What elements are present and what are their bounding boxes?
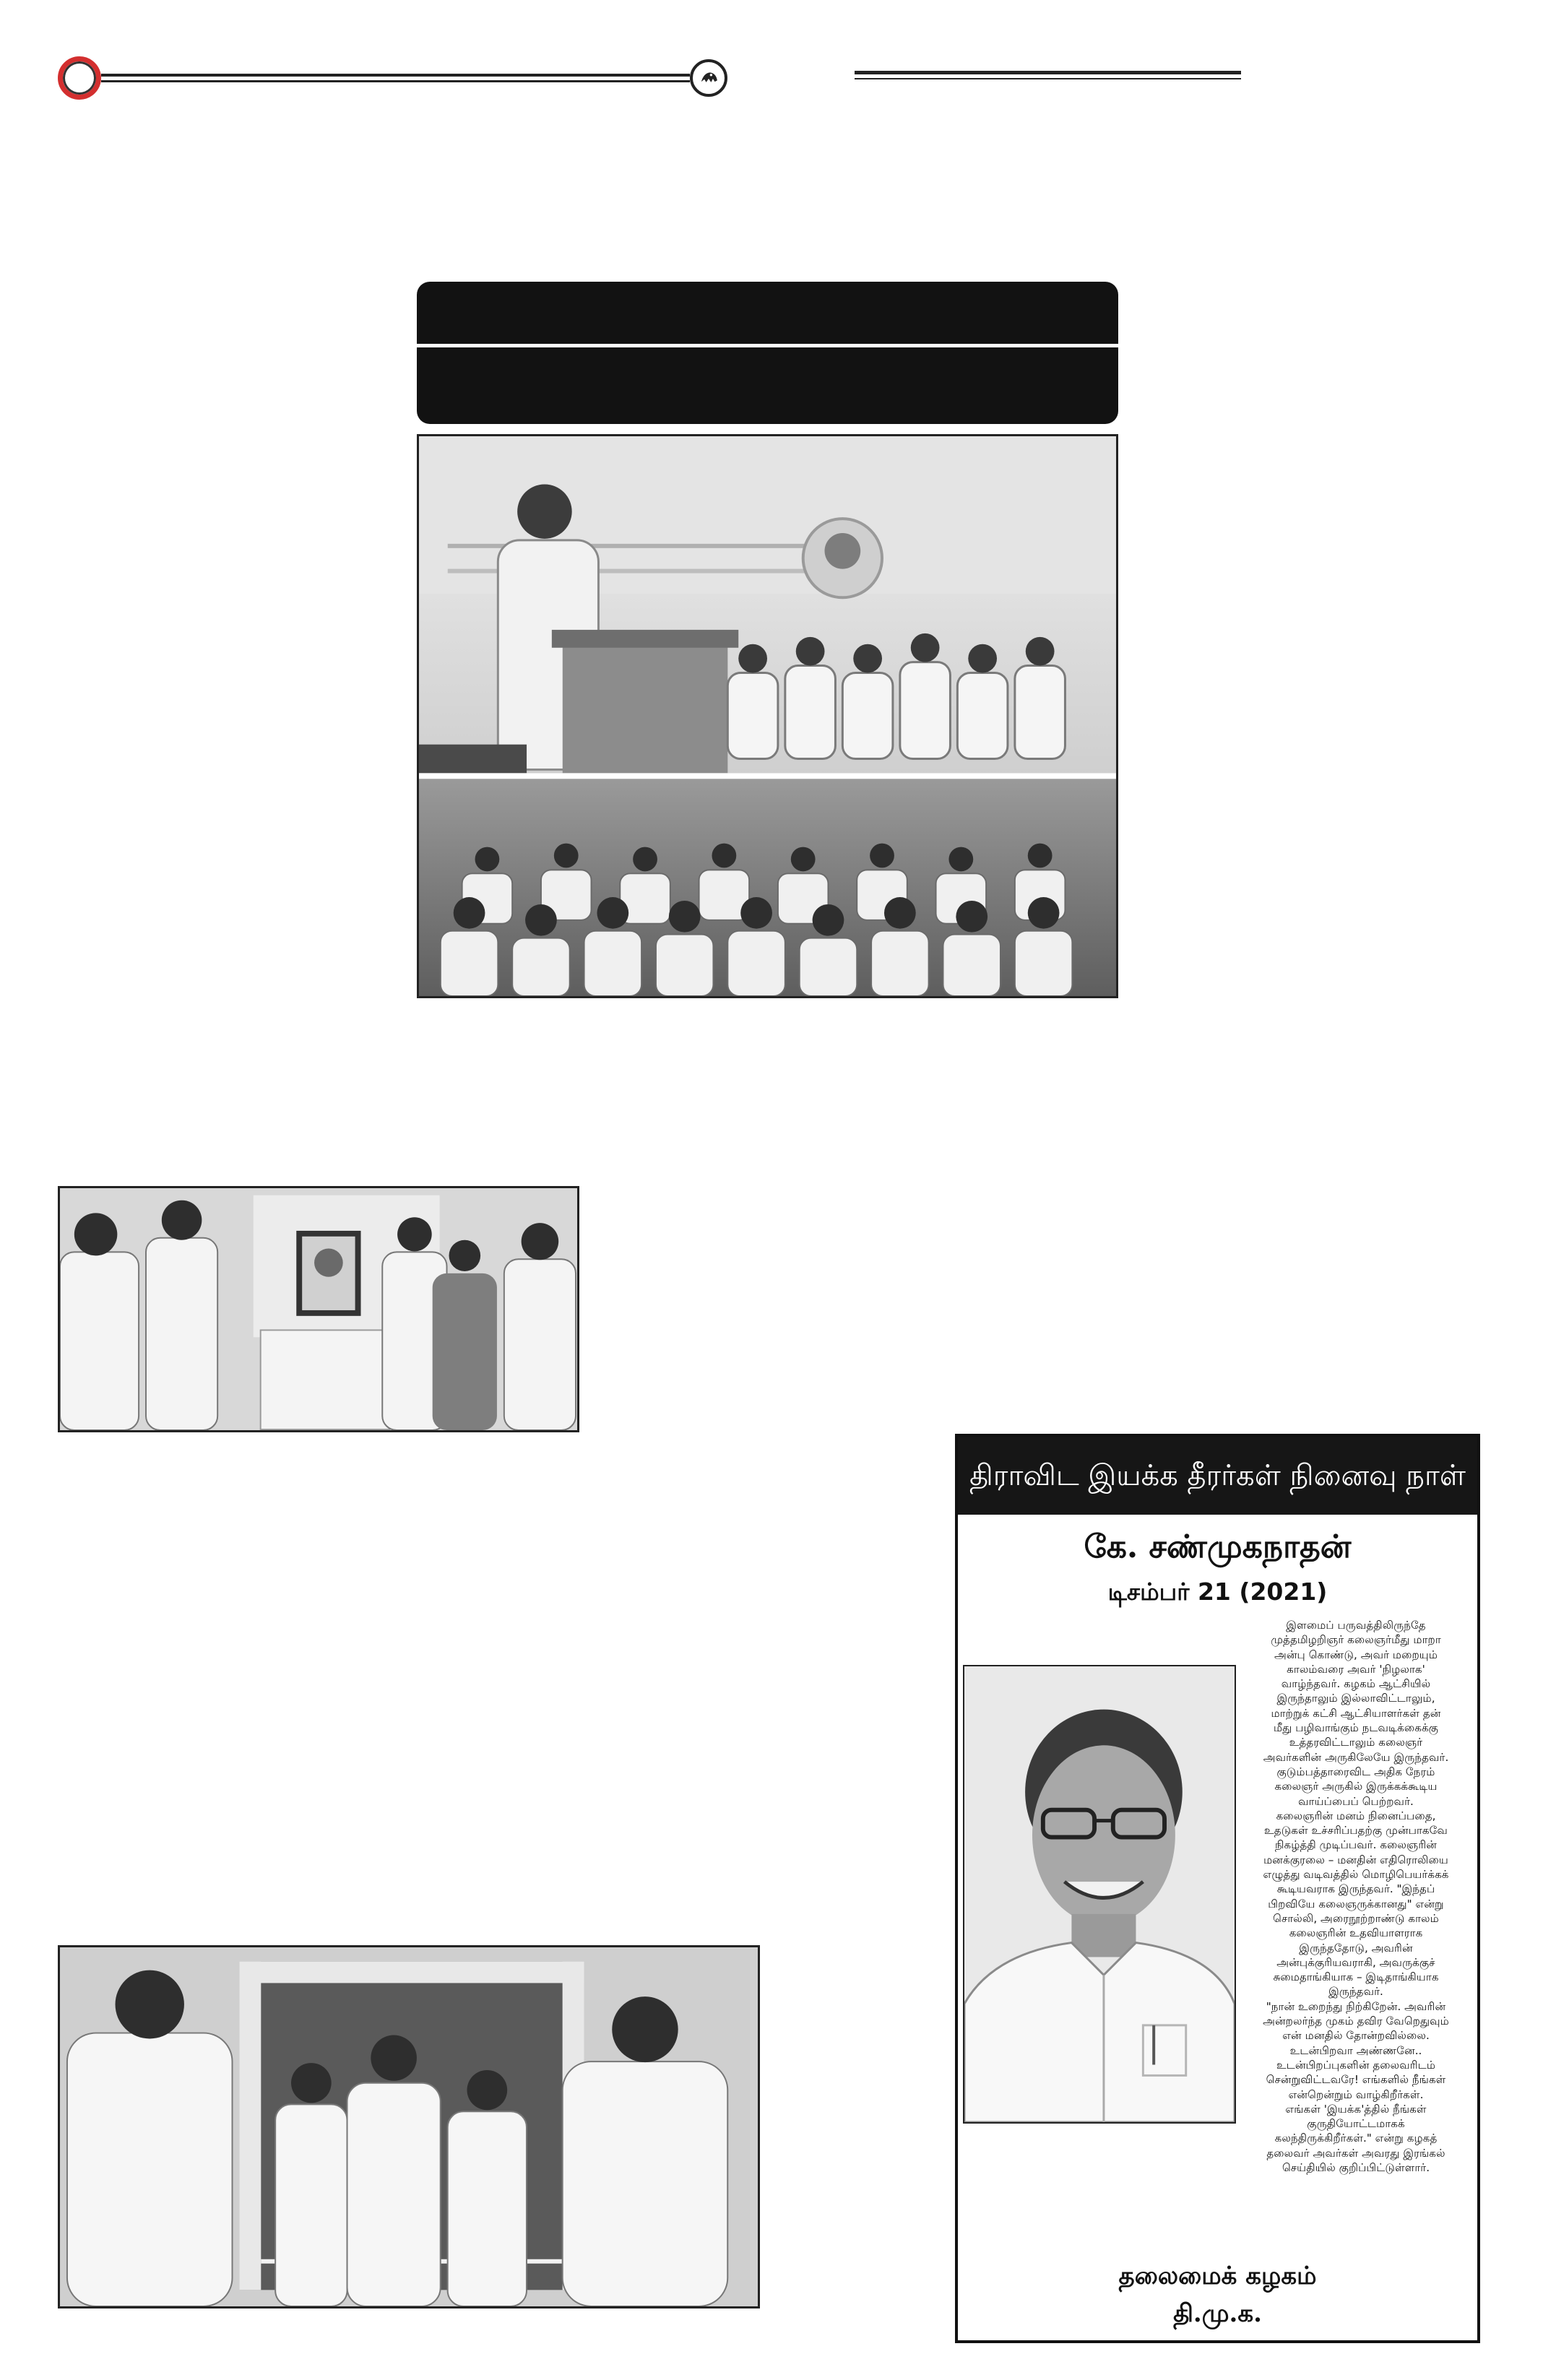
memorial-body-line: அவர்களின் அருகிலேயே இருந்தவர். [1263,1750,1449,1764]
memorial-body-line: உத்தரவிட்டாலும் கலைஞர் [1289,1736,1423,1749]
headline-banner [417,282,1118,424]
memorial-body-line: "நான் உறைந்து நிற்கிறேன். அவரின் [1266,1999,1446,2013]
memorial-body-line: மாற்றுக் கட்சி ஆட்சியாளர்கள் தன் [1271,1706,1441,1720]
event-stage-photo [417,434,1118,998]
memorial-body-line: அன்றலர்ந்த முகம் தவிர வேறெதுவும் [1263,2015,1449,2028]
memorial-body-line: கலைஞர் அருகில் இருக்கக்கூடிய [1274,1780,1438,1793]
memorial-body-line: குருதியோட்டமாகக் [1307,2117,1405,2131]
memorial-body-line: சொல்லி, அரைநூற்றாண்டு காலம் [1273,1911,1439,1925]
memorial-body-line: பிறவியே கலைஞருக்கானது" என்று [1268,1897,1444,1911]
memorial-body-line: செய்தியில் குறிப்பிட்டுள்ளார். [1281,2160,1430,2174]
memorial-body-line: கலந்திருக்கிறீர்கள்." என்று கழகத் [1274,2132,1438,2145]
memorial-body-line: தலைவர் அவர்கள் அவரது இரங்கல் [1266,2146,1445,2160]
memorial-body-line: உதடுகள் உச்சரிப்பதற்கு முன்பாகவே [1264,1824,1448,1838]
memorial-body-line: இருந்ததோடு, அவரின் [1299,1941,1413,1955]
page-number-circle [58,56,101,100]
headline-banner-divider [417,344,1118,347]
memorial-body-line: அன்பு கொண்டு, அவர் மறையும் [1274,1648,1438,1661]
memorial-body-line: வாழ்ந்தவர். கழகம் ஆட்சியில் [1281,1677,1431,1691]
memorial-body-line: கூடியவராக இருந்தவர். "இந்தப் [1276,1882,1435,1896]
memorial-body-line: காலம்வரை அவர் 'நிழலாக' [1287,1662,1425,1676]
memorial-body-line: சுமைதாங்கியாக – இடிதாங்கியாக [1273,1970,1439,1984]
memorial-body-line: வாய்ப்பைப் பெற்றவர். [1298,1794,1414,1808]
memorial-signature-party: தி.மு.க. [1173,2299,1262,2328]
memorial-body-line: குடும்பத்தாரைவிட அதிக நேரம் [1276,1765,1435,1778]
memorial-signature-org: தலைமைக் கழகம் [1118,2262,1317,2290]
header-rule-left [101,74,690,82]
memorial-body-line: உடன்பிறவா அண்ணனே.. [1289,2043,1422,2057]
memorial-body-line: நிகழ்த்தி முடிப்பவர். கலைஞரின் [1274,1838,1438,1852]
portrait-tribute-photo [58,1186,579,1432]
memorial-date: டிசம்பர் 21 (2021) [1107,1578,1328,1606]
portrait-photo [963,1665,1236,2124]
rising-sun-emblem-icon [690,59,727,97]
memorial-body-line: என் மனதில் தோன்றவில்லை. [1282,2029,1430,2043]
memorial-body-line: எங்கள் 'இயக்க'த்தில் நீங்கள் [1285,2102,1427,2116]
memorial-person-name: கே. சண்முகநாதன் [1084,1528,1352,1565]
memorial-body-line: கலைஞரின் உதவியாளராக [1289,1926,1423,1940]
memorial-body-line: இருந்தவர். [1328,1985,1383,1999]
memorial-body-line: மனக்குரலை – மனதின் எதிரொலியை [1263,1853,1448,1866]
memorial-body-text [1244,1618,1468,2204]
memorial-body-line: எழுத்து வடிவத்தில் மொழிபெயர்க்கக் [1263,1868,1449,1882]
memorial-heading: திராவிட இயக்க தீரர்கள் நினைவு நாள் [958,1437,1477,1515]
memorial-body-line: சென்றுவிட்டவரே! எங்களில் நீங்கள் [1266,2073,1446,2087]
memorial-body-line: அன்புக்குரியவராகி, அவருக்குச் [1276,1955,1435,1969]
memorial-body-line: இருந்தாலும் இல்லாவிட்டாலும், [1276,1692,1435,1705]
memorial-body-line: கலைஞரின் மனம் நினைப்பதை, [1276,1809,1436,1822]
memorial-body-line: முத்தமிழறிஞர் கலைஞர்மீது மாறா [1271,1633,1441,1647]
memorial-body-line: என்றென்றும் வாழ்கிறீர்கள். [1288,2087,1424,2101]
memorial-body-line: மீது பழிவாங்கும் நடவடிக்கைக்கு [1273,1721,1439,1735]
ribbon-cutting-photo [58,1945,760,2308]
memorial-body-line: இளமைப் பருவத்திலிருந்தே [1286,1619,1426,1632]
header-rule-right [855,71,1241,79]
memorial-body-line: உடன்பிறப்புகளின் தலைவரிடம் [1276,2058,1436,2072]
